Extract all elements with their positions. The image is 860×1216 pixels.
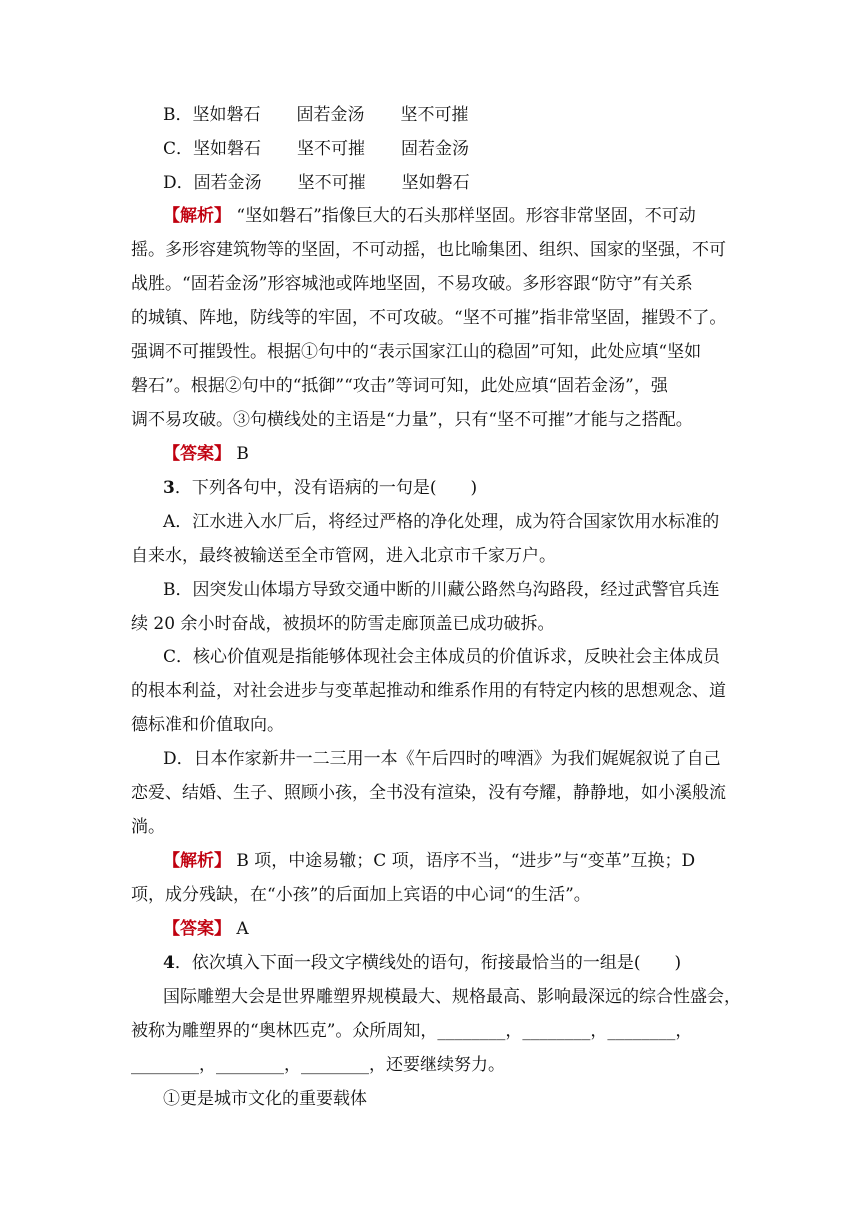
q3-option-a-line-1: A．江水进入水厂后，将经过严格的净化处理，成为符合国家饮用水标准的 bbox=[163, 512, 720, 532]
q3-option-d-line-2: 恋爱、结婚、生子、照顾小孩，全书没有渲染，没有夸耀，静静地，如小溪般流 bbox=[131, 783, 726, 803]
answer-value: A bbox=[236, 919, 249, 939]
q4-passage-line-2: 被称为雕塑界的“奥林匹克”。众所周知，________，________，________， bbox=[131, 1021, 693, 1041]
q3-option-c-line-3: 德标准和价值取向。 bbox=[131, 715, 284, 735]
q2-analysis-line-3: 战胜。“固若金汤”形容城池或阵地坚固，不易攻破。多形容跟“防守”有关系 bbox=[131, 274, 693, 294]
q2-analysis-line-6: 磐石”。根据②句中的“抵御”“攻击”等词可知，此处应填“固若金汤”，强 bbox=[131, 376, 668, 396]
analysis-tag: 【解析】 bbox=[163, 851, 231, 871]
answer-tag: 【答案】 bbox=[163, 919, 231, 939]
q4-passage-line-3: ________，________，________，还要继续努力。 bbox=[131, 1055, 505, 1075]
q3-option-c-line-2: 的根本利益，对社会进步与变革起推动和维系作用的有特定内核的思想观念、道 bbox=[131, 681, 726, 701]
q3-option-b-line-1: B．因突发山体塌方导致交通中断的川藏公路然乌沟路段，经过武警官兵连 bbox=[163, 580, 720, 600]
answer-tag: 【答案】 bbox=[163, 444, 231, 464]
q3-option-a-line-2: 自来水，最终被输送至全市管网，进入北京市千家万户。 bbox=[131, 546, 556, 566]
q2-option-d: D．固若金汤 坚不可摧 坚如磐石 bbox=[163, 173, 470, 193]
q3-option-b-line-2: 续 20 余小时奋战，被损坏的防雪走廊顶盖已成功破拆。 bbox=[131, 614, 555, 634]
q2-analysis-line-1: 【解析】 “坚如磐石”指像巨大的石头那样坚固。形容非常坚固，不可动 bbox=[163, 206, 696, 226]
q3-answer bbox=[163, 918, 731, 940]
q2-analysis-line-4: 的城镇、阵地，防线等的牢固，不可攻破。“坚不可摧”指非常坚固，摧毁不了。 bbox=[131, 308, 727, 328]
answer-value: B bbox=[236, 444, 249, 464]
q2-option-c: C．坚如磐石 坚不可摧 固若金汤 bbox=[163, 139, 470, 159]
q3-stem: 3．下列各句中，没有语病的一句是( ) bbox=[163, 478, 478, 498]
q2-option-b: B．坚如磐石 固若金汤 坚不可摧 bbox=[163, 105, 469, 125]
q4-passage-line-1: 国际雕塑大会是世界雕塑界规模最大、规格最高、影响最深远的综合性盛会， bbox=[163, 987, 741, 1007]
analysis-tag: 【解析】 bbox=[163, 206, 231, 226]
q2-answer bbox=[163, 443, 731, 465]
q3-option-d-line-3: 淌。 bbox=[131, 817, 165, 837]
q3-option-d-line-1: D．日本作家新井一二三用一本《午后四时的啤酒》为我们娓娓叙说了自己 bbox=[163, 749, 721, 769]
q2-analysis-line-5: 强调不可摧毁性。根据①句中的“表示国家江山的稳固”可知，此处应填“坚如 bbox=[131, 342, 702, 362]
q3-option-c-line-1: C．核心价值观是指能够体现社会主体成员的价值诉求，反映社会主体成员 bbox=[163, 647, 721, 667]
q2-analysis-line-7: 调不易攻破。③句横线处的主语是“力量”，只有“坚不可摧”才能与之搭配。 bbox=[131, 410, 693, 430]
q4-stem: 4．依次填入下面一段文字横线处的语句，衔接最恰当的一组是( ) bbox=[163, 953, 682, 973]
q3-analysis-line-2: 项，成分残缺，在“小孩”的后面加上宾语的中心词“的生活”。 bbox=[131, 885, 591, 905]
q2-analysis-line-2: 摇。多形容建筑物等的坚固，不可动摇，也比喻集团、组织、国家的坚强，不可 bbox=[131, 240, 726, 260]
q3-analysis-line-1: 【解析】 B 项，中途易辙；C 项，语序不当，“进步”与“变革”互换；D bbox=[163, 851, 696, 871]
q4-item-1: ①更是城市文化的重要载体 bbox=[163, 1089, 367, 1109]
